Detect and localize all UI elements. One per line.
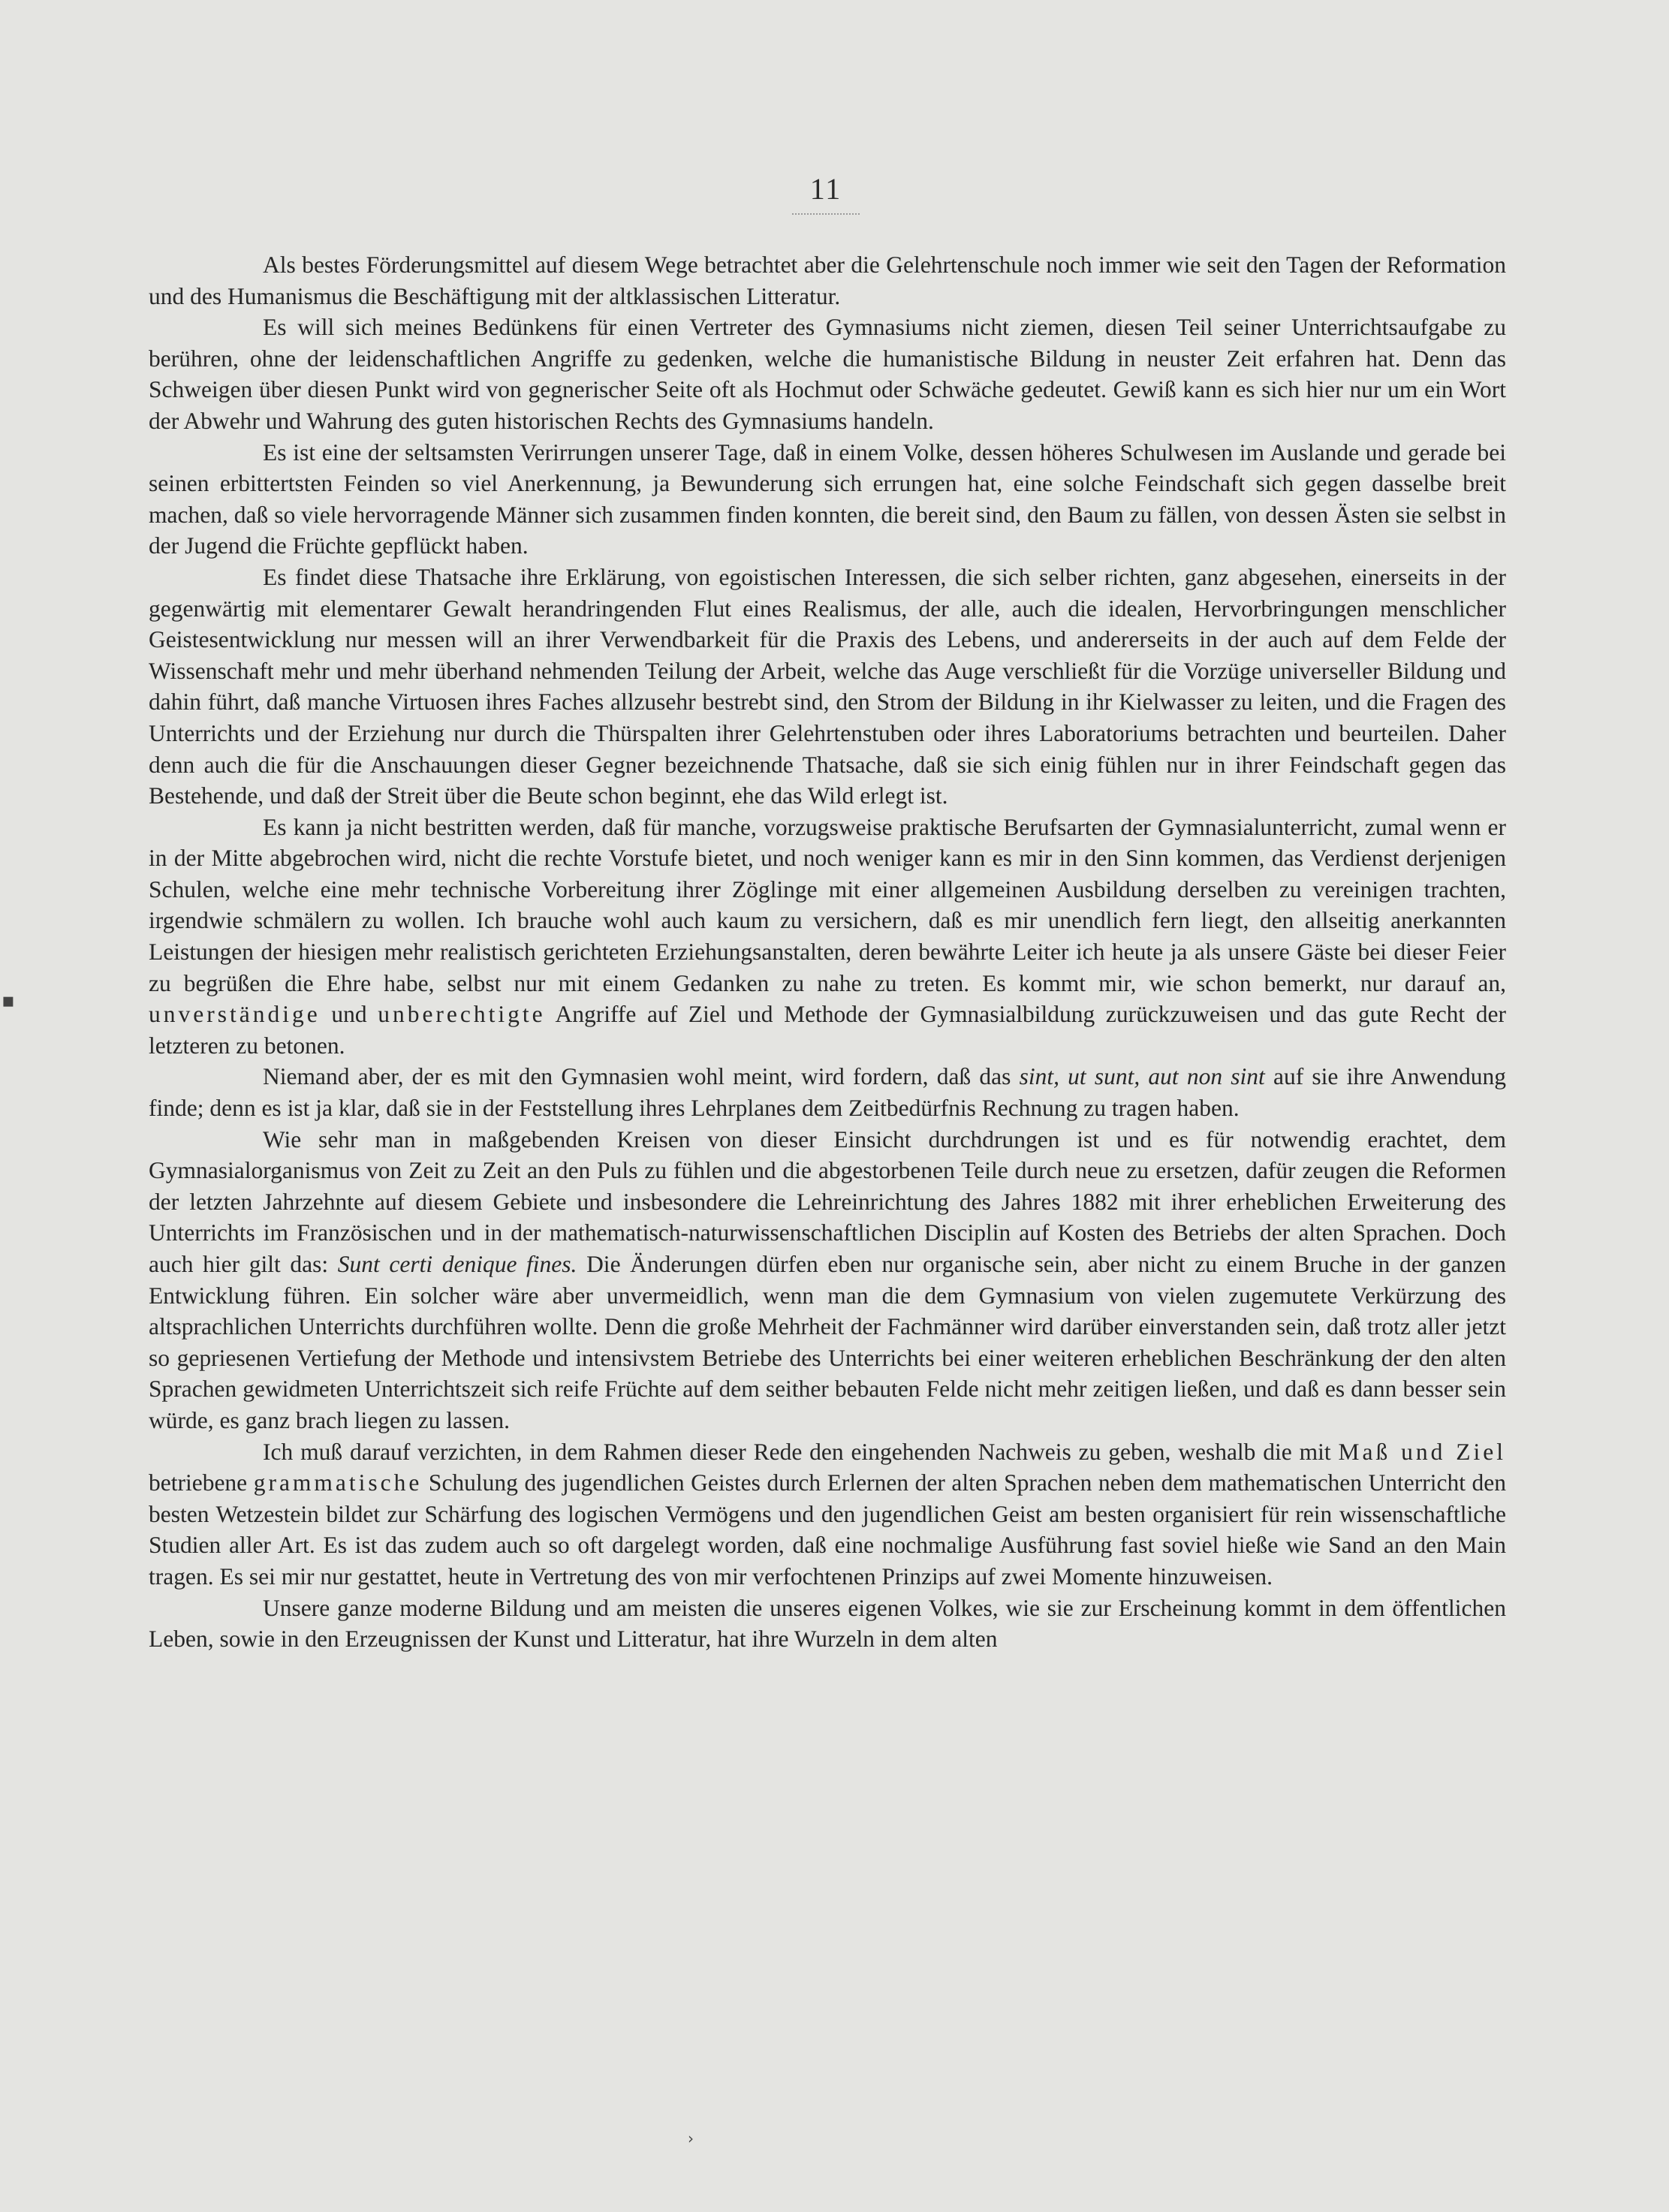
spaced-emphasis: unberechtigte — [378, 1001, 546, 1028]
latin-quote: Sunt certi denique fines. — [337, 1251, 577, 1277]
scan-mark: ▪ — [2, 990, 15, 1012]
body-text — [149, 249, 1506, 1655]
paragraph-6-text-a: Niemand aber, der es mit den Gymnasien wohl meint, wird fordern, daß das — [263, 1063, 1011, 1090]
page-number-rule — [792, 213, 860, 215]
paragraph-7 — [149, 1124, 1506, 1436]
paragraph-8 — [149, 1436, 1506, 1593]
paragraph-5-text-c: Angriffe auf Ziel und Methode der Gymnasialbildung zurückzuweisen und das gute Recht der letzteren zu betonen. — [149, 1001, 1507, 1059]
paragraph-8-text-a: Ich muß darauf verzichten, in dem Rahmen dieser Rede den eingehenden Nachweis zu geben, weshalb die mit — [263, 1438, 1331, 1465]
paragraph-9: Unsere ganze moderne Bildung und am meisten die unseres eigenen Volkes, wie sie zur Erscheinung kommt in dem öffentlichen Leben, sowie in den Erzeugnissen der Kunst und Litteratur, hat ihre Wurzeln in dem alten — [149, 1594, 1506, 1653]
paragraph-6 — [149, 1061, 1506, 1123]
paragraph-5-text-a: Es kann ja nicht bestritten werden, daß für manche, vorzugsweise praktische Berufsarten der Gymnasialunterricht, zumal wenn er in der Mitte abgebrochen wird, nicht die rechte Vorstufe bietet, und noch weniger kann es mir in den Sinn kommen, das Verdienst derjenigen Schulen, welche eine mehr technische Vorbereitung ihrer Zöglinge mit einer allgemeinen Ausbildung derselben zu vereinigen trachten, irgendwie schmälern zu wollen. Ich brauche wohl auch kaum zu versichern, daß es mir unendlich fern liegt, den allseitig anerkannten Leistungen der hiesigen mehr realistisch gerichteten Erziehungsanstalten, deren bewährte Leiter ich heute ja als unsere Gäste bei dieser Feier zu begrüßen die Ehre habe, selbst nur mit einem Gedanken zu nahe zu treten. Es kommt mir, wie schon bemerkt, nur darauf an, — [149, 813, 1506, 996]
paragraph-7-text-b: Die Änderungen dürfen eben nur organische sein, aber nicht zu einem Bruche in der ganzen Entwicklung führen. Ein solcher wäre aber unvermeidlich, wenn man die dem Gymnasium von vielen zugemutete Verkürzung des altsprachlichen Unterrichts durchführen wollte. Denn die große Mehrheit der Fachmänner wird darüber einverstanden sein, daß trotz aller jetzt so gepriesenen Vertiefung der Methode und intensivstem Betriebe des Unterrichts bei einer weiteren erheblichen Beschränkung der den alten Sprachen gewidmeten Unterrichtszeit sich reife Früchte auf dem seither bebauten Felde nicht mehr zeitigen ließen, und daß es dann besser sein würde, es ganz brach liegen zu lassen. — [149, 1251, 1506, 1433]
paragraph-2: Es will sich meines Bedünkens für einen Vertreter des Gymnasiums nicht ziemen, diesen Teil seiner Unterrichtsaufgabe zu berühren, ohne der leidenschaftlichen Angriffe zu gedenken, welche die humanistische Bildung in neuster Zeit erfahren hat. Denn das Schweigen über diesen Punkt wird von gegnerischer Seite oft als Hochmut oder Schwäche gedeutet. Gewiß kann es sich hier nur um ein Wort der Abwehr und Wahrung des guten historischen Rechts des Gymnasiums handeln. — [149, 314, 1506, 434]
paragraph-4: Es findet diese Thatsache ihre Erklärung, von egoistischen Interessen, die sich selber richten, ganz abgesehen, einerseits in der gegenwärtig mit elementarer Gewalt herandringenden Flut eines Realismus, der alle, auch die idealen, Hervorbringungen menschlicher Geistesentwicklung nur messen will an ihrer Verwendbarkeit für die Praxis des Lebens, und andererseits in der auch auf dem Felde der Wissenschaft mehr und mehr überhand nehmenden Teilung der Arbeit, welche das Auge verschließt für die Vorzüge universeller Bildung und dahin führt, daß manche Virtuosen ihres Faches allzusehr bestrebt sind, den Strom der Bildung in ihr Kielwasser zu leiten, und die Fragen des Unterrichts und der Erziehung nur durch die Thürspalten ihrer Gelehrtenstuben oder ihres Laboratoriums betrachten und beurteilen. Daher denn auch die für die Anschauungen dieser Gegner bezeichnende Thatsache, daß sie sich einig fühlen nur in ihrer Feindschaft gegen das Bestehende, und daß der Streit über die Beute schon beginnt, ehe das Wild erlegt ist. — [149, 563, 1506, 809]
paragraph-7-text-a: Wie sehr man in maßgebenden Kreisen von dieser Einsicht durchdrungen ist und es für notwendig erachtet, dem Gymnasialorganismus von Zeit zu Zeit an den Puls zu fühlen und die abgestorbenen Teile durch neue zu ersetzen, dafür zeugen die Reformen der letzten Jahrzehnte auf diesem Gebiete und insbesondere die Lehreinrichtung des Jahres 1882 mit ihrer erheblichen Erweiterung des Unterrichts im Französischen und in der mathematisch-naturwissenschaftlichen Disciplin auf Kosten des Betriebs der alten Sprachen. Doch auch hier gilt das: — [149, 1126, 1506, 1277]
paragraph-3: Es ist eine der seltsamsten Verirrungen unserer Tage, daß in einem Volke, dessen höheres Schulwesen im Auslande und gerade bei seinen erbittertsten Feinden so viel Anerkennung, ja Bewunderung sich errungen hat, eine solche Feindschaft sich gegen dasselbe breit machen, daß so viele hervorragende Männer sich zusammen finden konnten, die bereit sind, den Baum zu fällen, von dessen Ästen sie selbst in der Jugend die Früchte gepflückt haben. — [149, 438, 1506, 559]
paragraph-5 — [149, 812, 1506, 1062]
spaced-emphasis: grammatische — [253, 1469, 423, 1496]
paragraph-8-text-b: betriebene — [149, 1469, 248, 1496]
latin-quote: sint, ut sunt, aut non sint — [1019, 1063, 1265, 1090]
paragraph-1: Als bestes Förderungsmittel auf diesem Wege betrachtet aber die Gelehrtenschule noch immer wie seit den Tagen der Reformation und des Humanismus die Beschäftigung mit der altklassischen Litteratur. — [149, 252, 1506, 309]
paragraph-6-text-b: auf sie ihre Anwendung finde; denn es ist ja klar, daß sie in der Feststellung ihres Lehrplanes dem Zeitbedürfnis Rechnung zu tragen haben. — [149, 1063, 1507, 1122]
paragraph-8-text-c: Schulung des jugendlichen Geistes durch Erlernen der alten Sprachen neben dem mathematischen Unterricht den besten Wetzestein bildet zur Schärfung des logischen Vermögens und den jugendlichen Geist am besten organisiert für rein wissenschaftliche Studien aller Art. Es ist das zudem auch so oft dargelegt worden, daß eine nochmalige Ausführung fast soviel hieße wie Sand an den Main tragen. Es sei mir nur gestattet, heute in Vertretung des von mir verfochtenen Prinzips auf zwei Momente hinzuweisen. — [149, 1469, 1507, 1590]
scan-mark: › — [688, 2129, 694, 2147]
paragraph-5-text-b: und — [331, 1001, 367, 1028]
spaced-emphasis: Maß und Ziel — [1338, 1438, 1507, 1465]
page-number: 11 — [809, 172, 842, 206]
spaced-emphasis: unverständige — [149, 1001, 321, 1028]
